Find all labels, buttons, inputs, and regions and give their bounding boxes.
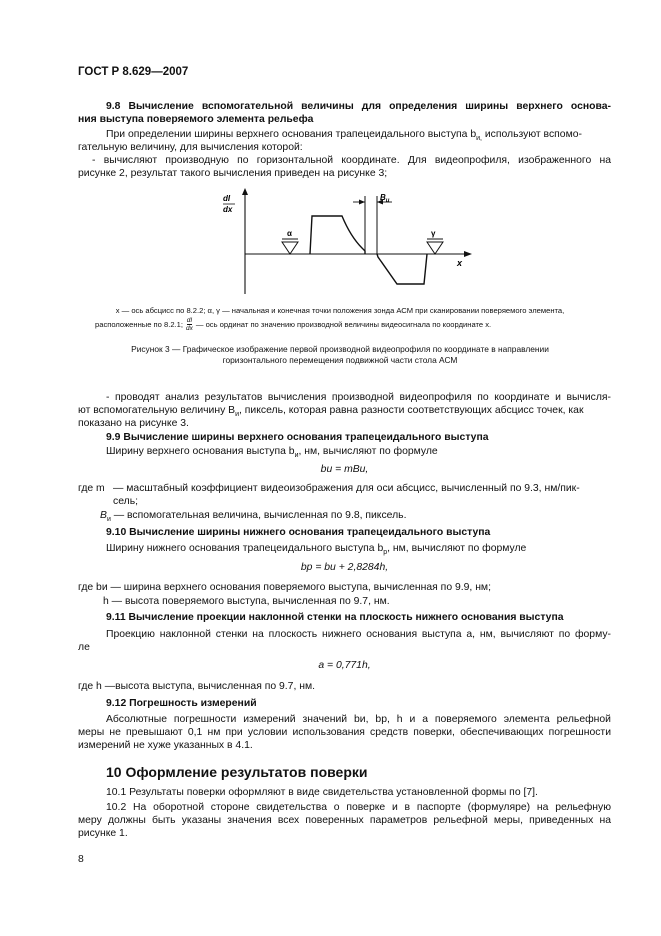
section-9-9-where-m-continued: сель; bbox=[113, 496, 138, 507]
section-9-11-title: 9.11 Вычисление проекции наклонной стенки на плоскость нижнего основания выступа bbox=[106, 612, 564, 623]
section-10-2-line1: 10.2 На оборотной стороне свидетельства о поверке и в паспорте (формуляре) на рельефную bbox=[106, 802, 611, 813]
negative-derivative-pulse bbox=[377, 254, 427, 284]
section-9-11-para1-line1: Проекцию наклонной стенки на плоскость нижнего основания выступа a, нм, вычисляют по форму- bbox=[106, 629, 611, 640]
section-9-12-line2: меры не превышают 0,1 нм при условии использования средств поверки, обеспечивающих погрешности bbox=[78, 727, 611, 738]
b-dimension-left-arrow-icon bbox=[359, 200, 365, 205]
figure-3-caption-line1: Рисунок 3 — Графическое изображение первой производной видеопрофиля по координате в направлении bbox=[131, 344, 549, 354]
section-9-9-where-m-text: — масштабный коэффициент видеоизображения для оси абсцисс, вычисленный по 9.3, нм/пик- bbox=[113, 483, 580, 494]
after-figure-line2: ют вспомогательную величину $B_и$, пиксель, которая равна разности соответствующих абсцисс точек, как bbox=[78, 405, 584, 419]
section-9-11-para1-line2: ле bbox=[78, 642, 90, 653]
section-9-8-para2-line2: рисунке 2, результат такого вычисления приведен на рисунке 3; bbox=[78, 168, 388, 179]
section-9-10-para1: Ширину нижнего основания трапецеидального выступа $b_р$, нм, вычисляют по формуле bbox=[106, 543, 527, 557]
section-9-8-para1-line1: При определении ширины верхнего основания трапецеидального выступа $b_{и,}$ используют вспомо- bbox=[106, 129, 582, 143]
section-10-1: 10.1 Результаты поверки оформляют в виде свидетельства установленной формы по [7]. bbox=[106, 787, 538, 798]
document-code: ГОСТ Р 8.629—2007 bbox=[78, 66, 189, 78]
alpha-label: α bbox=[287, 229, 292, 238]
section-9-11-where: где h —высота выступа, вычисленная по 9.7, нм. bbox=[78, 681, 315, 692]
x-axis-arrow-icon bbox=[464, 251, 472, 257]
x-axis-label: x bbox=[457, 258, 463, 268]
section-9-12-title: 9.12 Погрешность измерений bbox=[106, 698, 257, 709]
section-9-10-where1: где bи — ширина верхнего основания поверяемого выступа, вычисленная по 9.9, нм; bbox=[78, 582, 491, 593]
y-axis-label-bottom: dx bbox=[223, 205, 233, 214]
section-9-10-title: 9.10 Вычисление ширины нижнего основания трапецеидального выступа bbox=[106, 527, 491, 538]
section-9-9-where-m-symbol: где m bbox=[78, 483, 105, 494]
figure-3-legend-line1: x — ось абсцисс по 8.2.2; α, γ — начальная и конечная точки положения зонда АСМ при сканировании поверяемого элемента, bbox=[115, 306, 565, 315]
section-9-10-where2: h — высота поверяемого выступа, вычисленная по 9.7, нм. bbox=[103, 596, 390, 607]
page-number: 8 bbox=[78, 854, 84, 865]
section-9-9-formula: bи = mBи, bbox=[320, 464, 369, 475]
section-10-2-line3: рисунке 1. bbox=[78, 828, 128, 839]
section-9-8-para1-line2: гательную величину, для вычисления которой: bbox=[78, 142, 303, 153]
section-9-8-para2-line1: - вычисляют производную по горизонтальной координате. Для видеопрофиля, изображенного на bbox=[92, 155, 611, 166]
figure-3-legend-line2: расположенные по 8.2.1; dI dx — ось ординат по значению производной величины видеосигнала по координате x. bbox=[95, 317, 492, 332]
y-axis-label-top: dI bbox=[223, 194, 231, 203]
section-9-9-title: 9.9 Вычисление ширины верхнего основания трапецеидального выступа bbox=[106, 432, 489, 443]
section-9-9-para1: Ширину верхнего основания выступа $b_и$, нм, вычисляют по формуле bbox=[106, 446, 438, 460]
figure-3-derivative-plot bbox=[220, 188, 480, 298]
section-9-12-line1: Абсолютные погрешности измерений значений bи, bр, h и a поверяемого элемента рельефной bbox=[106, 714, 611, 725]
section-9-12-line3: измерений не хуже указанных в 4.1. bbox=[78, 740, 253, 751]
after-figure-line3: показано на рисунке 3. bbox=[78, 418, 189, 429]
section-9-10-formula: bр = bи + 2,8284h, bbox=[300, 562, 389, 573]
section-9-8-title-line1: 9.8 Вычисление вспомогательной величины для определения ширины верхнего основа- bbox=[106, 101, 611, 112]
figure-3-caption-line2: горизонтального перемещения подвижной части стола АСМ bbox=[222, 355, 458, 365]
section-9-9-where-b: $B_и$ — вспомогательная величина, вычисленная по 9.8, пиксель. bbox=[100, 510, 407, 524]
section-9-8-title-line2: ния выступа поверяемого элемента рельефа bbox=[78, 114, 314, 125]
gamma-marker-triangle-icon bbox=[427, 242, 443, 254]
section-9-11-formula: a = 0,771h, bbox=[318, 660, 371, 671]
alpha-marker-triangle-icon bbox=[282, 242, 298, 254]
section-10-2-line2: меру должны быть указаны значения всех поверенных параметров рельефной меры, приведенных на bbox=[78, 815, 611, 826]
positive-derivative-pulse bbox=[310, 216, 365, 254]
section-10-title: 10 Оформление результатов поверки bbox=[106, 764, 368, 780]
b-dimension-label: $B_и$ bbox=[380, 193, 390, 204]
y-axis-arrow-icon bbox=[242, 188, 248, 195]
after-figure-line1: - проводят анализ результатов вычисления производной видеопрофиля по координате и вычисля- bbox=[106, 392, 611, 403]
gamma-label: γ bbox=[431, 229, 436, 238]
